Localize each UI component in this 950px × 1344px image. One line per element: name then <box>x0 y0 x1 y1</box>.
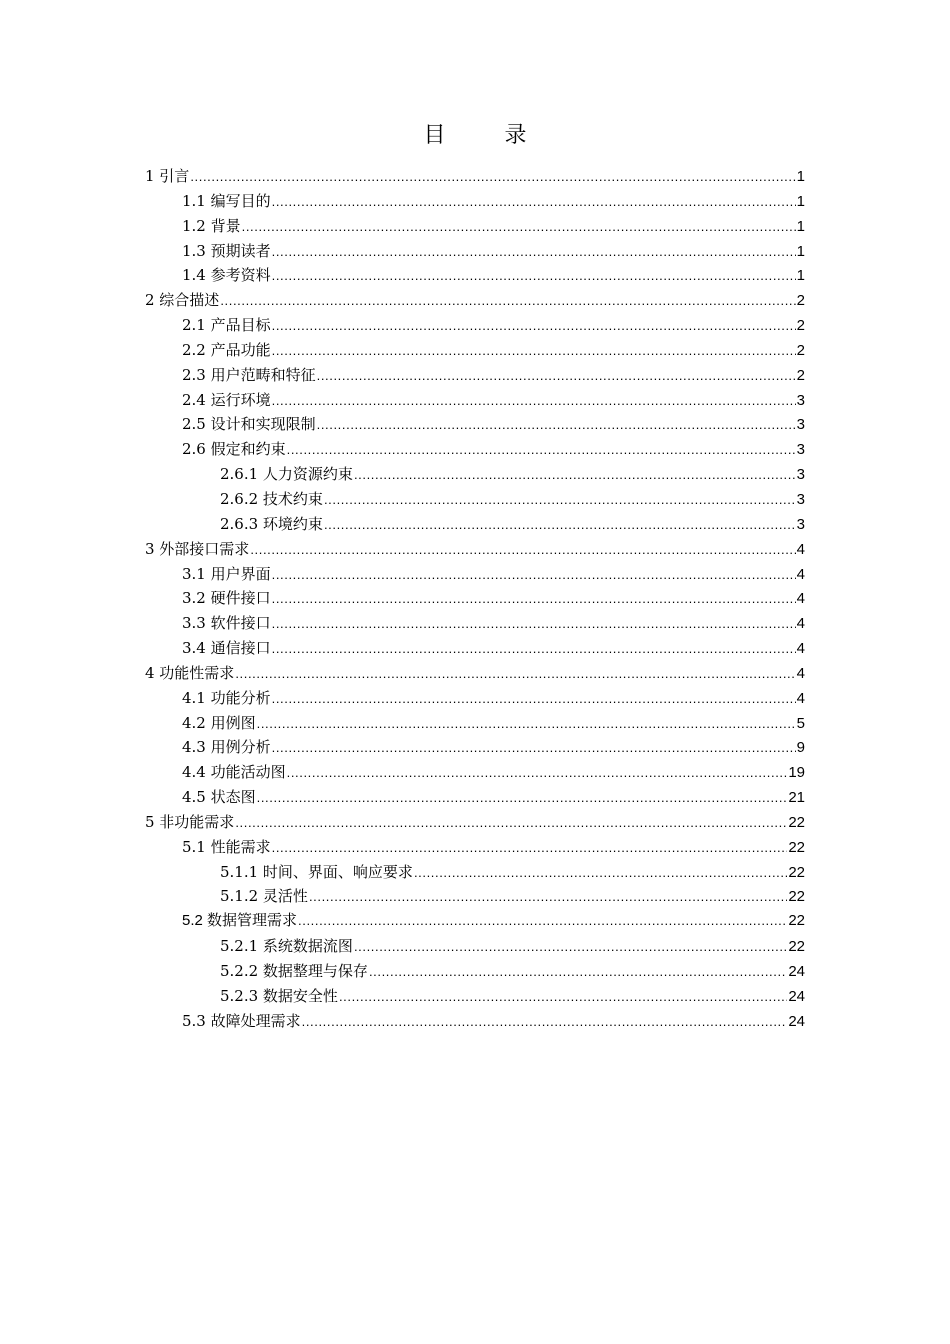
toc-entry-label: 3.1 用户界面 <box>182 564 271 583</box>
toc-entry-label: 2.3 用户范畴和特征 <box>182 365 316 384</box>
toc-dot-leader <box>250 538 795 563</box>
toc-entry[interactable] <box>145 711 805 736</box>
toc-entry-page-number: 24 <box>788 1012 805 1030</box>
toc-entry-page-number: 1 <box>796 267 805 285</box>
toc-entry-page-number: 5 <box>796 714 805 732</box>
toc-entry-page-number: 2 <box>796 341 805 359</box>
toc-entry-label: 5 非功能需求 <box>145 812 235 831</box>
toc-dot-leader <box>298 909 787 934</box>
toc-entry-page-number: 4 <box>796 664 805 682</box>
toc-dot-leader <box>272 563 796 588</box>
toc-dot-leader <box>317 413 796 438</box>
toc-entry-label: 3 外部接口需求 <box>145 539 250 558</box>
toc-entry[interactable] <box>145 338 805 363</box>
toc-dot-leader <box>272 339 796 364</box>
toc-entry-page-number: 24 <box>788 987 805 1005</box>
toc-dot-leader <box>272 389 796 414</box>
toc-entry-label: 2.6.1 人力资源约束 <box>220 465 353 484</box>
toc-entry[interactable] <box>145 537 805 562</box>
toc-dot-leader <box>272 836 788 861</box>
toc-entry-page-number: 1 <box>796 192 805 210</box>
toc-entry-page-number: 2 <box>796 366 805 384</box>
toc-dot-leader <box>272 314 796 339</box>
toc-dot-leader <box>414 861 787 886</box>
toc-entry-label: 1.2 背景 <box>182 216 241 235</box>
toc-entry-label: 5.2 数据管理需求 <box>182 912 298 930</box>
toc-entry[interactable] <box>145 388 805 413</box>
toc-entry[interactable] <box>145 487 805 512</box>
toc-entry-page-number: 3 <box>796 391 805 409</box>
toc-entry-label: 2.6.3 环境约束 <box>220 514 323 533</box>
toc-entry[interactable] <box>145 164 805 189</box>
toc-entry-label: 4.2 用例图 <box>182 713 256 732</box>
toc-entry[interactable] <box>145 562 805 587</box>
toc-entry-page-number: 3 <box>796 441 805 459</box>
toc-dot-leader <box>272 264 796 289</box>
toc-entry[interactable] <box>145 984 805 1009</box>
toc-entry-label: 2.6 假定和约束 <box>182 440 286 459</box>
toc-dot-leader <box>235 662 795 687</box>
toc-entry-label: 1.1 编写目的 <box>182 191 271 210</box>
toc-entry-label: 4.4 功能活动图 <box>182 763 286 782</box>
toc-entry-page-number: 22 <box>788 912 805 930</box>
toc-entry-page-number: 3 <box>796 490 805 508</box>
toc-entry-label: 2 综合描述 <box>145 291 220 310</box>
toc-dot-leader <box>190 165 795 190</box>
toc-dot-leader <box>272 612 796 637</box>
toc-entry-page-number: 21 <box>788 789 805 807</box>
toc-entry-page-number: 2 <box>796 317 805 335</box>
toc-entry[interactable] <box>145 785 805 810</box>
toc-entry[interactable] <box>145 884 805 909</box>
toc-dot-leader <box>369 960 787 985</box>
toc-entry[interactable] <box>145 686 805 711</box>
toc-entry-page-number: 4 <box>796 615 805 633</box>
toc-entry-page-number: 19 <box>788 764 805 782</box>
toc-entry-label: 3.4 通信接口 <box>182 639 271 658</box>
toc-list <box>145 164 805 1034</box>
toc-entry-label: 5.2.2 数据整理与保存 <box>220 962 368 980</box>
toc-entry-label: 2.2 产品功能 <box>182 340 271 359</box>
toc-entry-label: 3.3 软件接口 <box>182 614 271 633</box>
toc-entry-page-number: 1 <box>796 217 805 235</box>
toc-entry[interactable] <box>145 835 805 860</box>
toc-entry[interactable] <box>145 214 805 239</box>
toc-entry-page-number: 22 <box>788 938 805 956</box>
toc-entry-label: 2.6.2 技术约束 <box>220 489 323 508</box>
toc-dot-leader <box>317 364 796 389</box>
toc-entry-label: 4.5 状态图 <box>182 788 256 807</box>
toc-entry-label: 2.5 设计和实现限制 <box>182 415 316 434</box>
toc-entry-page-number: 1 <box>796 168 805 185</box>
toc-entry-label: 4.3 用例分析 <box>182 738 271 757</box>
toc-entry-page-number: 3 <box>796 416 805 434</box>
toc-dot-leader <box>324 513 796 538</box>
toc-dot-leader <box>242 215 796 240</box>
toc-entry[interactable] <box>145 959 805 984</box>
toc-entry[interactable] <box>145 909 805 934</box>
toc-entry-page-number: 22 <box>788 888 805 906</box>
toc-entry-label: 5.3 故障处理需求 <box>182 1011 301 1030</box>
toc-entry[interactable] <box>145 189 805 214</box>
toc-entry-page-number: 3 <box>796 466 805 484</box>
toc-entry[interactable] <box>145 860 805 885</box>
toc-dot-leader <box>257 786 788 811</box>
toc-dot-leader <box>272 587 796 612</box>
toc-entry[interactable] <box>145 288 805 313</box>
toc-entry-page-number: 22 <box>788 863 805 881</box>
toc-entry-page-number: 4 <box>796 689 805 707</box>
toc-entry-label: 1.3 预期读者 <box>182 241 271 260</box>
toc-entry-label: 1 引言 <box>145 167 190 185</box>
toc-dot-leader <box>220 289 795 314</box>
toc-entry[interactable] <box>145 760 805 785</box>
toc-dot-leader <box>354 463 796 488</box>
toc-dot-leader <box>287 438 796 463</box>
toc-dot-leader <box>272 240 796 265</box>
toc-entry-label: 4.1 功能分析 <box>182 688 271 707</box>
toc-entry-label: 5.2.3 数据安全性 <box>220 986 338 1005</box>
toc-dot-leader <box>235 811 787 836</box>
toc-entry[interactable] <box>145 462 805 487</box>
toc-entry-label: 5.1.2 灵活性 <box>220 887 308 906</box>
toc-dot-leader <box>272 687 796 712</box>
toc-entry[interactable] <box>145 636 805 661</box>
toc-entry-page-number: 2 <box>796 292 805 310</box>
toc-entry[interactable] <box>145 437 805 462</box>
toc-entry-page-number: 4 <box>796 590 805 608</box>
toc-dot-leader <box>302 1010 788 1035</box>
toc-entry-label: 4 功能性需求 <box>145 663 235 682</box>
toc-dot-leader <box>309 885 787 910</box>
toc-entry-page-number: 1 <box>796 242 805 260</box>
toc-entry[interactable] <box>145 263 805 288</box>
toc-entry-label: 2.4 运行环境 <box>182 390 271 409</box>
toc-entry-page-number: 24 <box>788 963 805 980</box>
toc-entry-label: 5.1.1 时间、界面、响应要求 <box>220 862 413 881</box>
toc-entry-page-number: 4 <box>796 640 805 658</box>
toc-entry-label: 5.1 性能需求 <box>182 837 271 856</box>
toc-entry[interactable] <box>145 611 805 636</box>
toc-entry-page-number: 9 <box>796 739 805 757</box>
toc-entry-page-number: 3 <box>796 515 805 533</box>
toc-entry[interactable] <box>145 313 805 338</box>
toc-entry[interactable] <box>145 661 805 686</box>
toc-dot-leader <box>272 637 796 662</box>
toc-dot-leader <box>324 488 796 513</box>
toc-dot-leader <box>272 190 796 215</box>
toc-dot-leader <box>354 935 787 960</box>
toc-entry[interactable] <box>145 363 805 388</box>
toc-dot-leader <box>287 761 788 786</box>
toc-entry[interactable] <box>145 934 805 959</box>
toc-entry[interactable] <box>145 810 805 835</box>
toc-entry-label: 3.2 硬件接口 <box>182 589 271 608</box>
toc-entry-label: 5.2.1 系统数据流图 <box>220 937 353 956</box>
toc-dot-leader <box>272 736 796 761</box>
toc-entry[interactable] <box>145 586 805 611</box>
toc-entry-label: 2.1 产品目标 <box>182 316 271 335</box>
toc-entry[interactable] <box>145 512 805 537</box>
toc-entry[interactable] <box>145 239 805 264</box>
toc-entry[interactable] <box>145 1009 805 1034</box>
toc-dot-leader <box>257 712 796 737</box>
toc-entry-page-number: 4 <box>796 565 805 583</box>
toc-entry[interactable] <box>145 735 805 760</box>
toc-entry-page-number: 4 <box>796 540 805 558</box>
toc-entry-page-number: 22 <box>788 813 805 831</box>
toc-title: 目 录 <box>423 123 553 148</box>
toc-dot-leader <box>339 985 787 1010</box>
toc-entry-label: 1.4 参考资料 <box>182 266 271 285</box>
toc-entry-page-number: 22 <box>788 838 805 856</box>
toc-entry[interactable] <box>145 412 805 437</box>
